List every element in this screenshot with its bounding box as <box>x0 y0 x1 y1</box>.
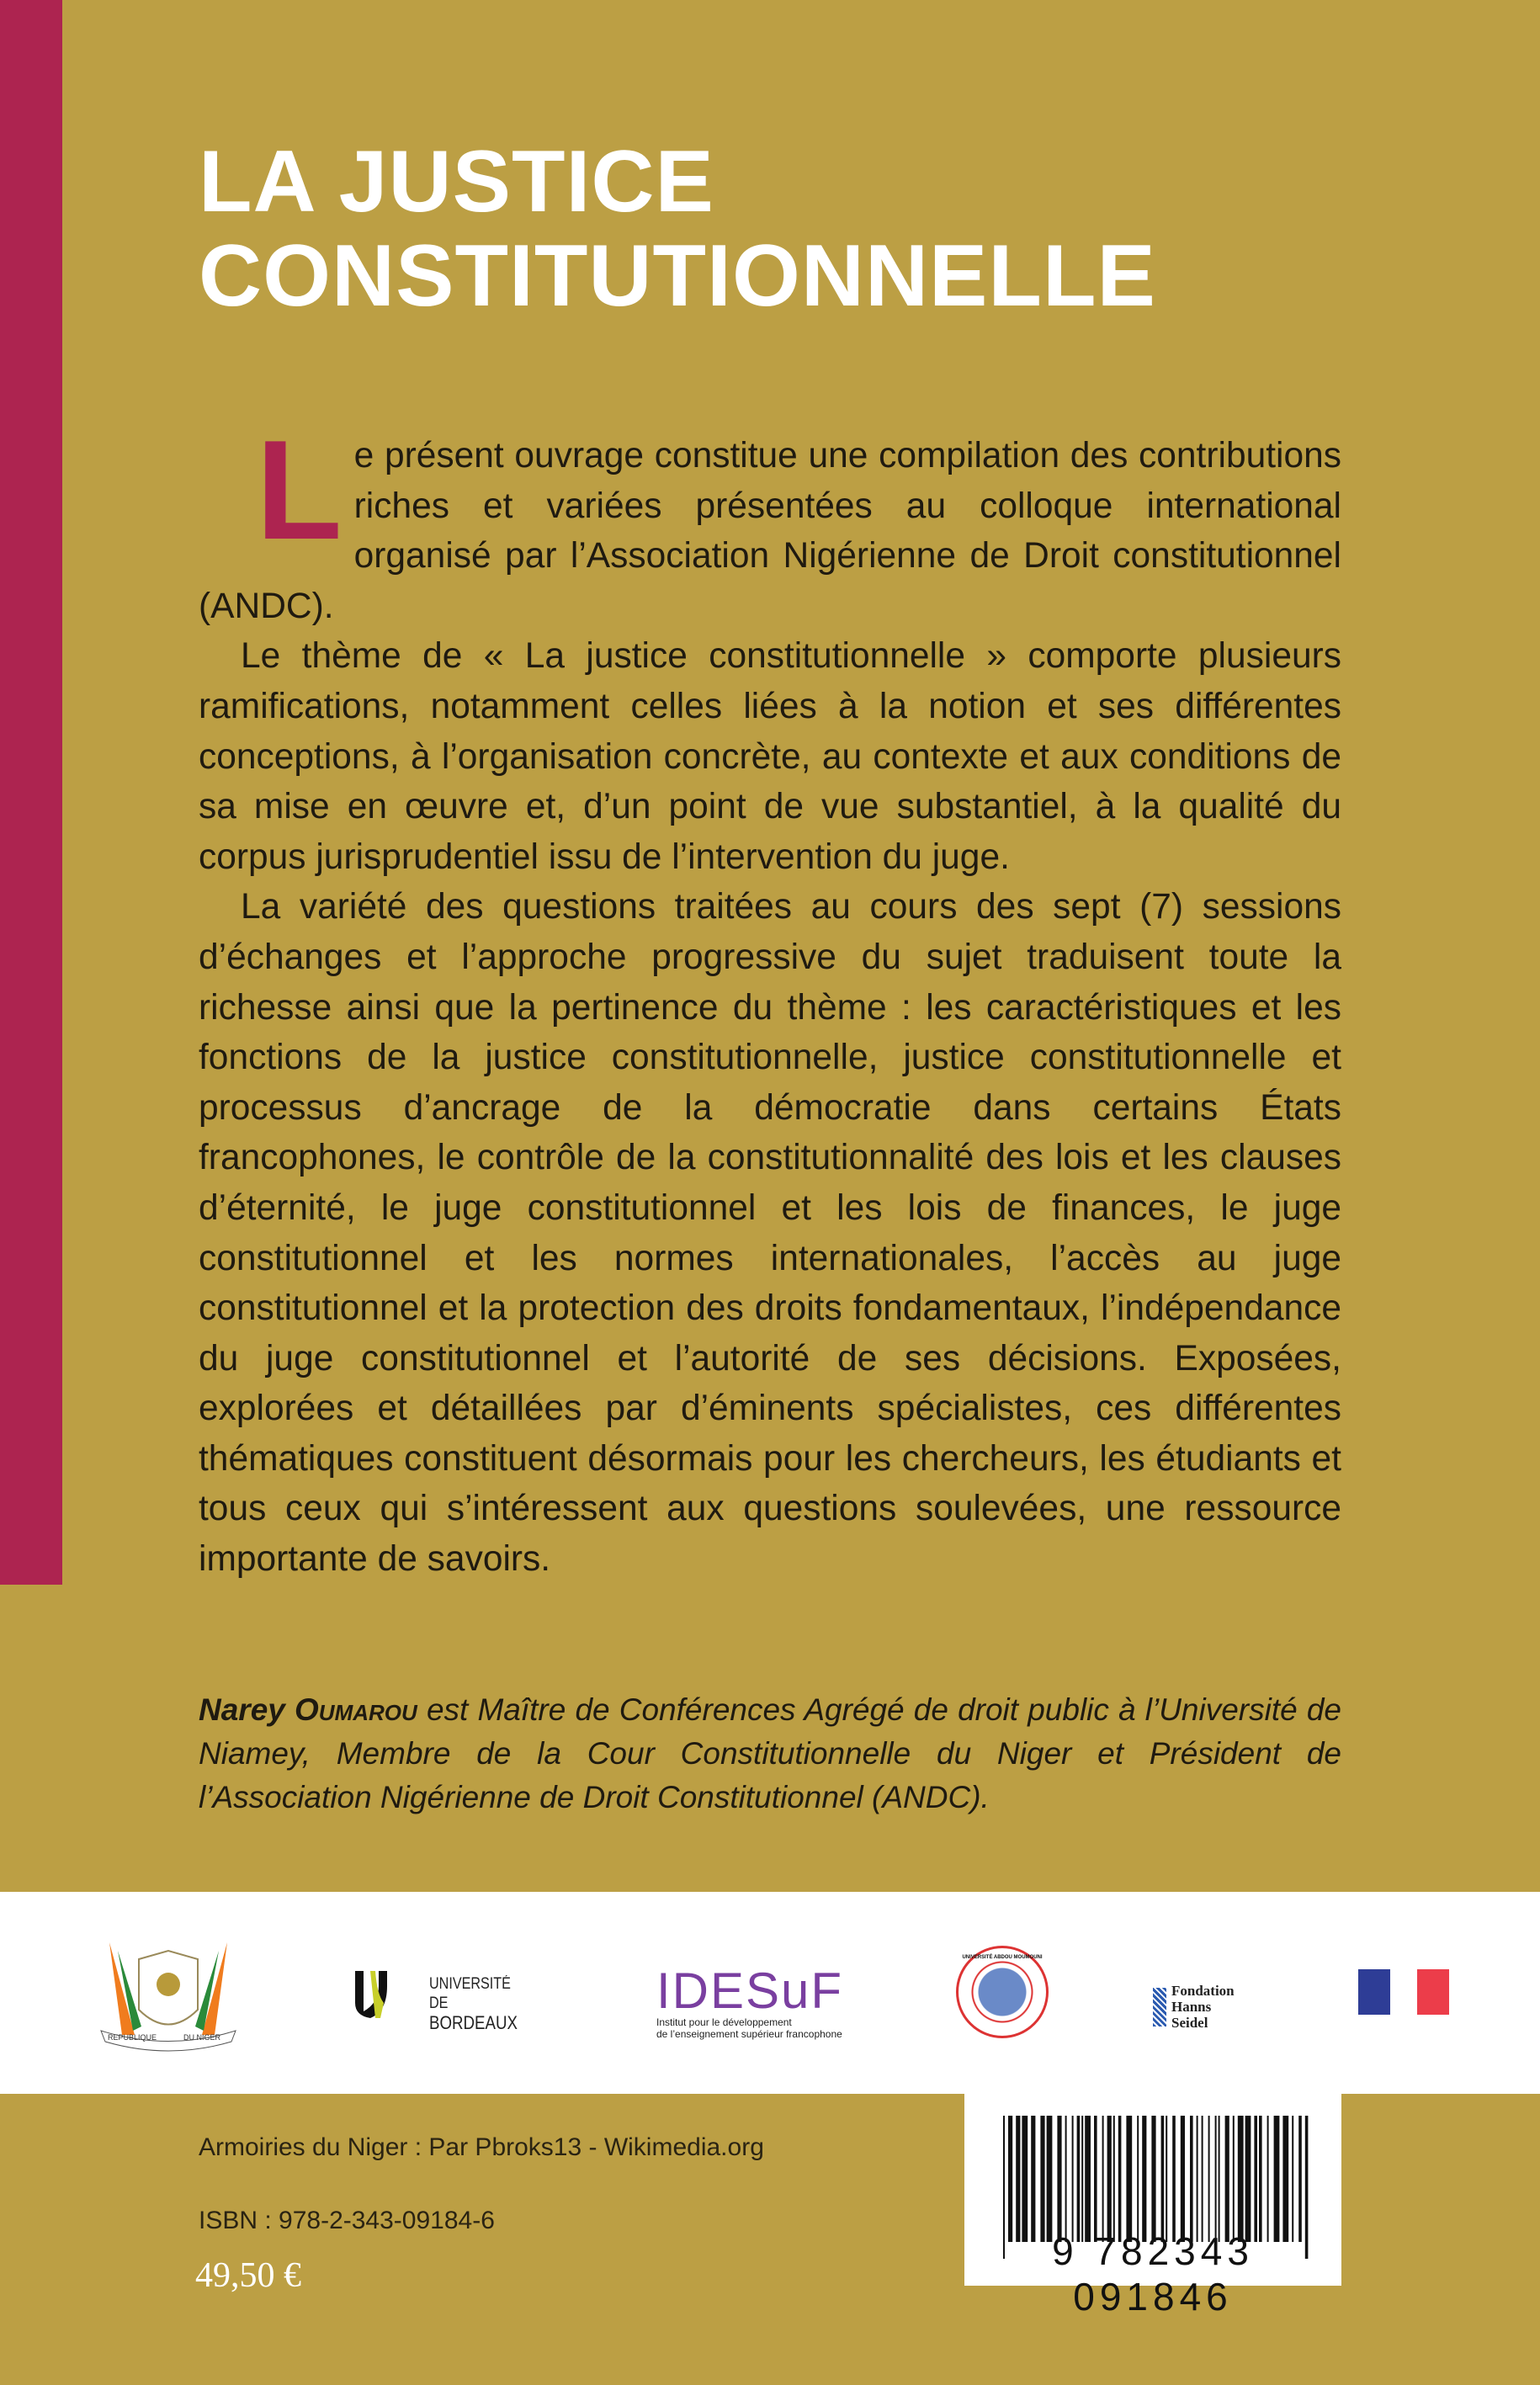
abdou-name: UNIVERSITÉ ABDOU MOUMOUNI <box>962 1955 1043 1960</box>
image-credit: Armoiries du Niger : Par Pbroks13 - Wikimedia.org <box>199 2133 764 2161</box>
bordeaux-line-2: BORDEAUX <box>429 2012 518 2033</box>
barcode <box>964 2094 1341 2319</box>
paragraph-3: La variété des questions traitées au cours des sept (7) sessions d’échanges et l’approche progressive du sujet traduisent toute la richesse ainsi que la pertinence du thème : les caractéristiques et les fonctions de la justice constitutionnelle, justice constitutionnelle et processus d’ancrage de la démocratie dans certains États francophones, le contrôle de la constitutionnalité des lois et les clauses d’éternité, le juge constitutionnel et les lois de finances, le juge constitutionnel et les normes internationales, l’accès au juge constitutionnel et la protection des droits fondamentaux, l’indépendance du juge constitutionnel et l’autorité de ses décisions. Exposées, explorées et détaillées par d’éminents spécialistes, ces différentes thématiques constituent désormais pour les chercheurs, les étudiants et tous ceux qui s’intéressent aux questions soulevées, une ressource importante de savoirs. <box>199 887 1341 1580</box>
niger-coat-of-arms-logo <box>84 1934 252 2052</box>
niger-motto-left: REPUBLIQUE <box>108 2033 157 2042</box>
hanns-seidel-logo <box>1153 1983 1254 2033</box>
drop-cap: L <box>256 411 343 569</box>
abdou-moumouni-logo <box>956 1946 1049 2038</box>
title-line-2: CONSTITUTIONNELLE <box>199 227 1156 325</box>
author-last: Oumarou <box>295 1692 417 1727</box>
author-bio-text: est Maître de Conférences Agrégé de droit public à l’Université de Niamey, Membre de la Cour Constitutionnelle du Niger et Président de l’Association Nigérienne de Droit Constitutionnel (ANDC). <box>199 1692 1341 1814</box>
bordeaux-logo <box>353 1969 547 2033</box>
hanns-line-1: Fondation <box>1171 1983 1235 1999</box>
author-bio <box>199 1688 1341 1819</box>
paragraph-1 <box>199 411 1341 631</box>
accent-bar <box>0 0 62 1585</box>
idesuf-sub-1: Institut pour le développement <box>656 2016 792 2028</box>
idesuf-sub-2: de l’enseignement supérieur francophone <box>656 2028 842 2040</box>
barcode-number: 9 782343 091846 <box>1052 2229 1254 2319</box>
niger-motto-right: DU NIGER <box>183 2033 221 2042</box>
price: 49,50 € <box>195 2256 301 2295</box>
partner-logos <box>0 1892 1540 2094</box>
bordeaux-line-1: UNIVERSITÉ DE <box>429 1975 511 2012</box>
idesuf-name: IDESuF <box>656 1963 844 2019</box>
isbn: ISBN : 978-2-343-09184-6 <box>199 2207 495 2234</box>
book-title <box>199 135 1156 323</box>
idesuf-logo <box>656 1963 858 2050</box>
blurb <box>199 411 1341 1585</box>
title-line-1: LA JUSTICE <box>199 133 714 231</box>
hanns-line-3: Seidel <box>1171 2015 1208 2031</box>
paragraph-2: Le thème de « La justice constitutionnelle » comporte plusieurs ramifications, notamment celles liées à la notion et ses différentes conceptions, à l’organisation concrète, au contexte et aux conditions de sa mise en œuvre et, d’un point de vue substantiel, à la qualité du corpus jurisprudentiel issu de l’intervention du juge. <box>199 636 1341 877</box>
hanns-seidel-mark-icon <box>1153 1988 1166 2026</box>
paragraph-1-text: e présent ouvrage constitue une compilation des contributions riches et variées présentées au colloque international organisé par l’Association Nigérienne de Droit constitutionnel (ANDC). <box>199 436 1341 626</box>
hanns-line-2: Hanns <box>1171 1999 1212 2015</box>
french-flag-logo <box>1358 1969 1449 2015</box>
author-first: Narey <box>199 1692 285 1727</box>
